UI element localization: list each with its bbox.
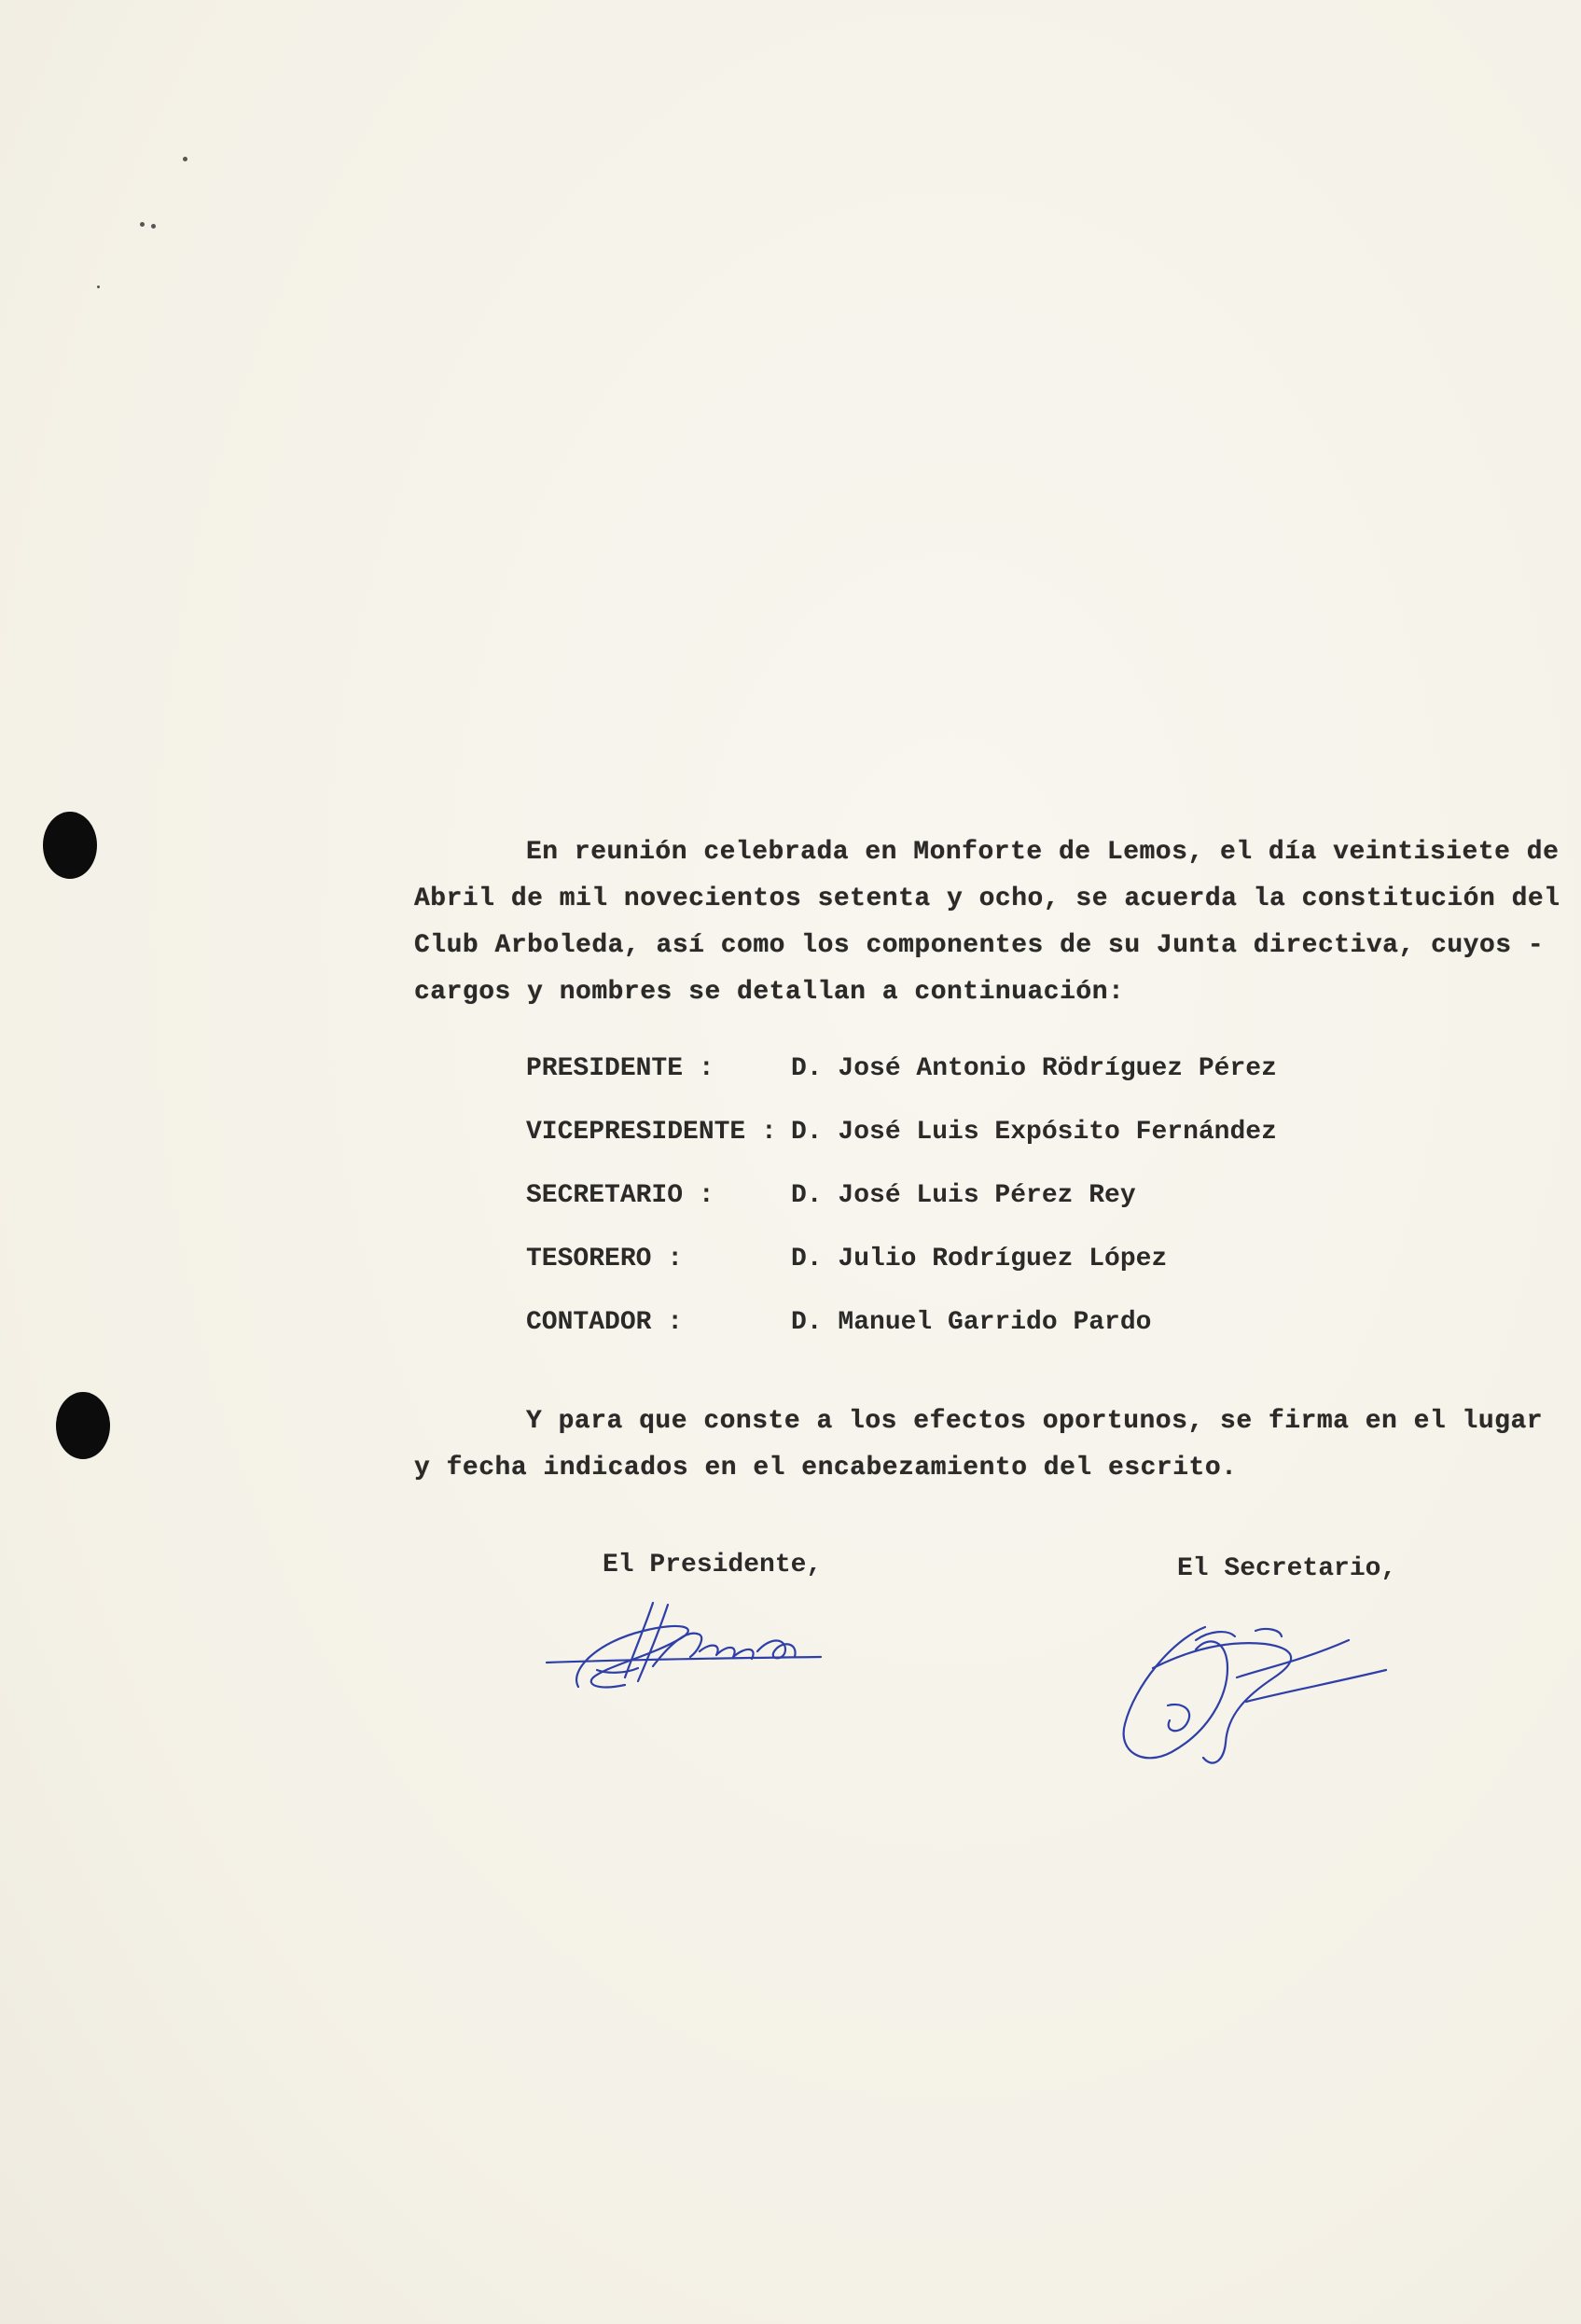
board-member-row	[526, 1054, 1366, 1092]
punch-hole-top	[43, 812, 97, 879]
president-signature-title: El Presidente,	[603, 1551, 823, 1579]
role-label: VICEPRESIDENTE :	[526, 1118, 777, 1147]
paragraph-line: cargos y nombres se detallan a continuación:	[414, 978, 1125, 1007]
secretary-signature-title: El Secretario,	[1177, 1554, 1397, 1583]
paragraph-line: Y para que conste a los efectos oportunos, se firma en el lugar	[526, 1407, 1544, 1436]
board-member-row	[526, 1245, 1366, 1282]
board-member-row	[526, 1118, 1366, 1155]
member-name: D. José Antonio Rödríguez Pérez	[791, 1054, 1277, 1083]
secretary-signature	[1116, 1612, 1395, 1780]
board-member-row	[526, 1181, 1366, 1218]
punch-hole-bottom	[56, 1392, 110, 1459]
closing-paragraph	[414, 1407, 1544, 1500]
member-name: D. Manuel Garrido Pardo	[791, 1308, 1152, 1337]
paragraph-line: y fecha indicados en el encabezamiento del escrito.	[414, 1454, 1238, 1482]
opening-paragraph	[414, 838, 1560, 1024]
member-name: D. José Luis Pérez Rey	[791, 1181, 1136, 1210]
paragraph-line: Club Arboleda, así como los componentes de su Junta directiva, cuyos -	[414, 931, 1545, 960]
paragraph-line: En reunión celebrada en Monforte de Lemos, el día veintisiete de	[526, 838, 1560, 867]
role-label: PRESIDENTE :	[526, 1054, 714, 1083]
member-name: D. Julio Rodríguez López	[791, 1245, 1168, 1273]
paper-speck	[140, 222, 145, 227]
role-label: SECRETARIO :	[526, 1181, 714, 1210]
role-label: TESORERO :	[526, 1245, 684, 1273]
role-label: CONTADOR :	[526, 1308, 684, 1337]
board-member-row	[526, 1308, 1366, 1345]
member-name: D. José Luis Expósito Fernández	[791, 1118, 1277, 1147]
paper-speck	[97, 285, 100, 288]
paper-speck	[183, 157, 187, 161]
paper-speck	[151, 224, 156, 229]
president-signature	[541, 1577, 830, 1698]
paragraph-line: Abril de mil novecientos setenta y ocho, se acuerda la constitución del	[414, 884, 1560, 913]
